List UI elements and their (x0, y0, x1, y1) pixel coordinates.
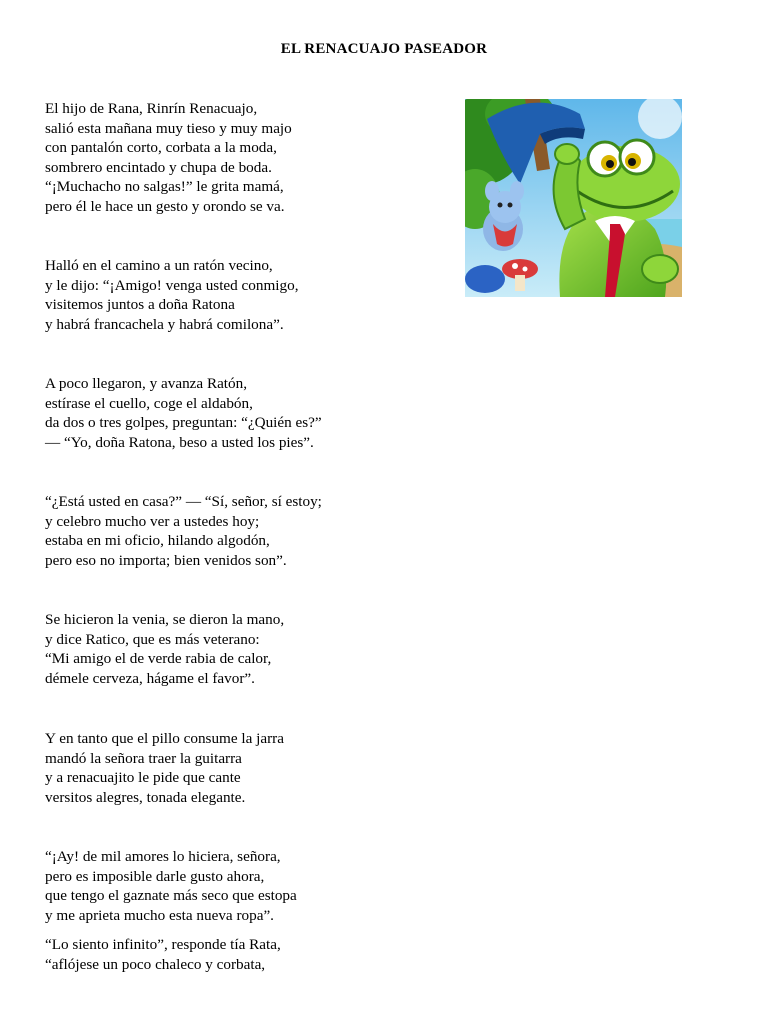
verse-line: y a renacuajito le pide que cante (45, 769, 241, 787)
verse-line: pero eso no importa; bien venidos son”. (45, 551, 287, 569)
verse-line: — “Yo, doña Ratona, beso a usted los pies”. (45, 433, 314, 451)
verse-line: “Lo siento infinito”, responde tía Rata, (45, 936, 281, 953)
mushroom-stem (515, 275, 525, 291)
verse-line: Se hicieron la venia, se dieron la mano, (45, 611, 285, 628)
mouse-ear (485, 181, 499, 201)
verse-line: El hijo de Rana, Rinrín Renacuajo, (45, 100, 258, 117)
stanza-8 (45, 935, 465, 974)
verse-line: estaba en mi oficio, hilando algodón, (45, 532, 270, 550)
stanza-4 (45, 492, 465, 570)
verse-line: mandó la señora traer la guitarra (45, 749, 242, 767)
verse-line: “¿Está usted en casa?” — “Sí, señor, sí estoy; (45, 493, 322, 510)
verse-line: versitos alegres, tonada elegante. (45, 788, 246, 806)
stanza-1 (45, 99, 465, 217)
verse-line: con pantalón corto, corbata a la moda, (45, 139, 277, 157)
verse-line: pero él le hace un gesto y orondo se va. (45, 197, 285, 215)
stanza-2 (45, 256, 465, 334)
verse-line: sombrero encintado y chupa de boda. (45, 158, 272, 176)
verse-line: “¡Ay! de mil amores lo hiciera, señora, (45, 848, 281, 865)
verse-line: “Mi amigo el de verde rabia de calor, (45, 650, 272, 668)
stanza-7 (45, 847, 465, 925)
cartoon-frog-and-mouse-illustration (465, 99, 682, 297)
verse-line: Y en tanto que el pillo consume la jarra (45, 730, 284, 747)
verse-line: y habrá francachela y habrá comilona”. (45, 315, 284, 333)
stanza-5 (45, 610, 465, 688)
verse-line: “aflójese un poco chaleco y corbata, (45, 955, 266, 973)
verse-line: y me aprieta mucho esta nueva ropa”. (45, 906, 274, 924)
frog-pupil (606, 160, 614, 168)
stanza-3 (45, 374, 465, 452)
verse-line: pero es imposible darle gusto ahora, (45, 867, 265, 885)
verse-line: A poco llegaron, y avanza Ratón, (45, 375, 248, 392)
illustration-svg (465, 99, 682, 297)
verse-line: y dice Ratico, que es más veterano: (45, 630, 260, 648)
mushroom-spot (523, 267, 528, 272)
mouse-eye (508, 203, 513, 208)
verse-line: “¡Muchacho no salgas!” le grita mamá, (45, 178, 284, 196)
verse-line: da dos o tres golpes, preguntan: “¿Quién es?” (45, 414, 322, 432)
verse-line: démele cerveza, hágame el favor”. (45, 669, 255, 687)
verse-line: y celebro mucho ver a ustedes hoy; (45, 512, 260, 530)
verse-line: salió esta mañana muy tieso y muy majo (45, 119, 292, 137)
mushroom-spot (512, 263, 518, 269)
blue-flower (465, 265, 505, 293)
verse-line: y le dijo: “¡Amigo! venga usted conmigo, (45, 276, 299, 294)
page-title: EL RENACUAJO PASEADOR (280, 41, 488, 57)
mouse-ear (510, 181, 524, 201)
verse-line: Halló en el camino a un ratón vecino, (45, 257, 273, 274)
mouse-eye (498, 203, 503, 208)
stanza-6 (45, 729, 465, 807)
verse-line: estírase el cuello, coge el aldabón, (45, 394, 253, 412)
verse-line: visitemos juntos a doña Ratona (45, 296, 235, 314)
frog-pupil (628, 158, 636, 166)
verse-line: que tengo el gaznate más seco que estopa (45, 887, 297, 905)
frog-hand (642, 255, 678, 283)
frog-hand (555, 144, 579, 164)
